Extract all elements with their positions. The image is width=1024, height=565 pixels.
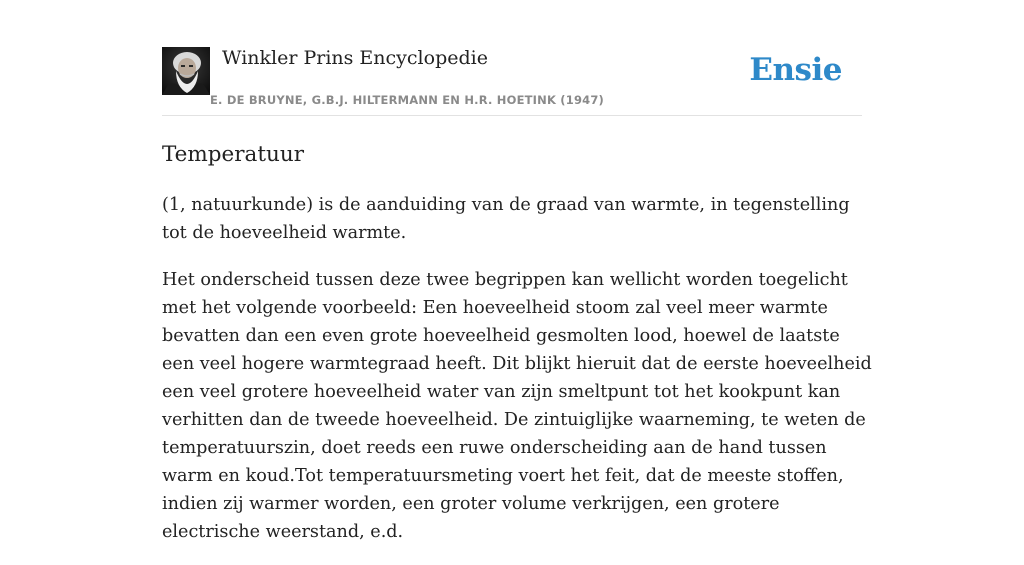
article-paragraph: (1, natuurkunde) is de aanduiding van de graad van warmte, in tegenstelling tot de hoeveelheid warmte. — [162, 195, 850, 243]
article-content — [162, 138, 872, 565]
authors-credit: E. DE BRUYNE, G.B.J. HILTERMANN EN H.R. HOETINK (1947) — [210, 93, 605, 107]
article-paragraph: Het onderscheid tussen deze twee begrippen kan wellicht worden toegelicht met het volgende voorbeeld: Een hoeveelheid stoom zal veel meer warmte bevatten dan een even grote hoeveelheid gesmolten lood, hoewel de laatste een veel hogere warmtegraad heeft. Dit blijkt hieruit dat de eerste hoeveelheid een veel grotere hoeveelheid water van zijn smeltpunt tot het kookpunt kan verhitten dan de tweede hoeveelheid. De zintuiglijke waarneming, te weten de temperatuurszin, doet reeds een ruwe onderscheiding aan de hand tussen warm en koud.Tot temperatuursmeting voert het feit, dat de meeste stoffen, indien zij warmer worden, een groter volume verkrijgen, een grotere electrische weerstand, e.d. — [162, 270, 872, 542]
article-title: Temperatuur — [162, 142, 304, 167]
ensie-logo-link[interactable]: Ensie — [749, 52, 842, 88]
page-header — [162, 46, 862, 116]
avatar-portrait-image — [162, 47, 210, 95]
author-avatar — [162, 47, 210, 95]
encyclopedia-title: Winkler Prins Encyclopedie — [222, 47, 488, 69]
